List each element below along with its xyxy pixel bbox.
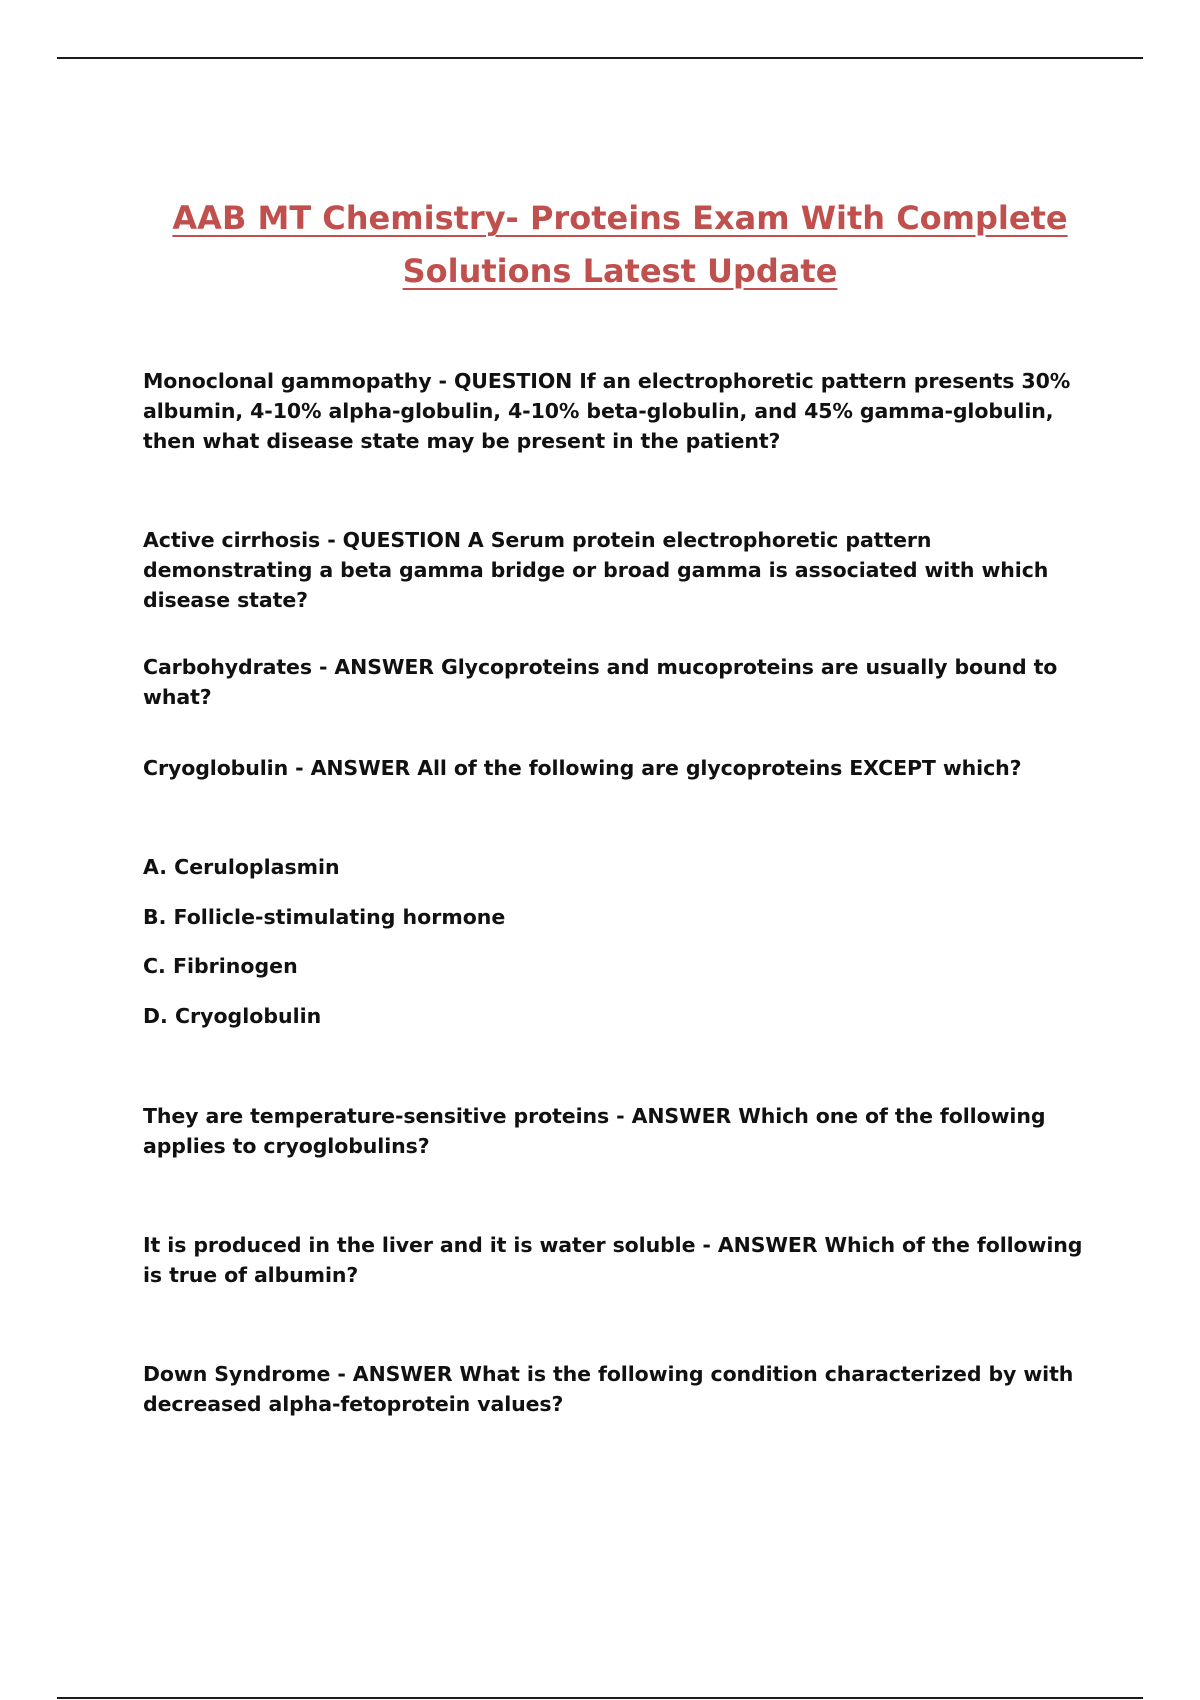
bottom-rule [57, 1697, 1143, 1699]
qa-entry-cirrhosis: Active cirrhosis - QUESTION A Serum protein electrophoretic pattern demonstrating a beta gamma bridge or broad gamma is associated with which disease state? [143, 528, 1049, 612]
option-a: A. Ceruloplasmin [143, 855, 340, 879]
qa-entry-cryoglobulins: They are temperature-sensitive proteins - ANSWER Which one of the following applies to cryoglobulins? [143, 1104, 1046, 1158]
option-d: D. Cryoglobulin [143, 1004, 322, 1028]
qa-entry-albumin: It is produced in the liver and it is water soluble - ANSWER Which of the following is true of albumin? [143, 1233, 1083, 1287]
qa-entry-cryoglobulin: Cryoglobulin - ANSWER All of the following are glycoproteins EXCEPT which? [143, 756, 1022, 780]
top-rule [57, 57, 1143, 59]
qa-entry-carbohydrates: Carbohydrates - ANSWER Glycoproteins and mucoproteins are usually bound to what? [143, 655, 1058, 709]
title-line-2: Solutions Latest Update [402, 252, 838, 290]
title-line-1: AAB MT Chemistry- Proteins Exam With Complete [172, 199, 1068, 237]
option-b: B. Follicle-stimulating hormone [143, 905, 506, 929]
option-c: C. Fibrinogen [143, 954, 298, 978]
qa-entry-monoclonal: Monoclonal gammopathy - QUESTION If an electrophoretic pattern presents 30% albumin, 4-10% alpha-globulin, 4-10% beta-globulin, and 45% gamma-globulin, then what disease state may be present in the patient? [143, 369, 1071, 453]
qa-entry-down-syndrome: Down Syndrome - ANSWER What is the following condition characterized by with decreased alpha-fetoprotein values? [143, 1362, 1074, 1416]
document-title [130, 192, 1110, 298]
